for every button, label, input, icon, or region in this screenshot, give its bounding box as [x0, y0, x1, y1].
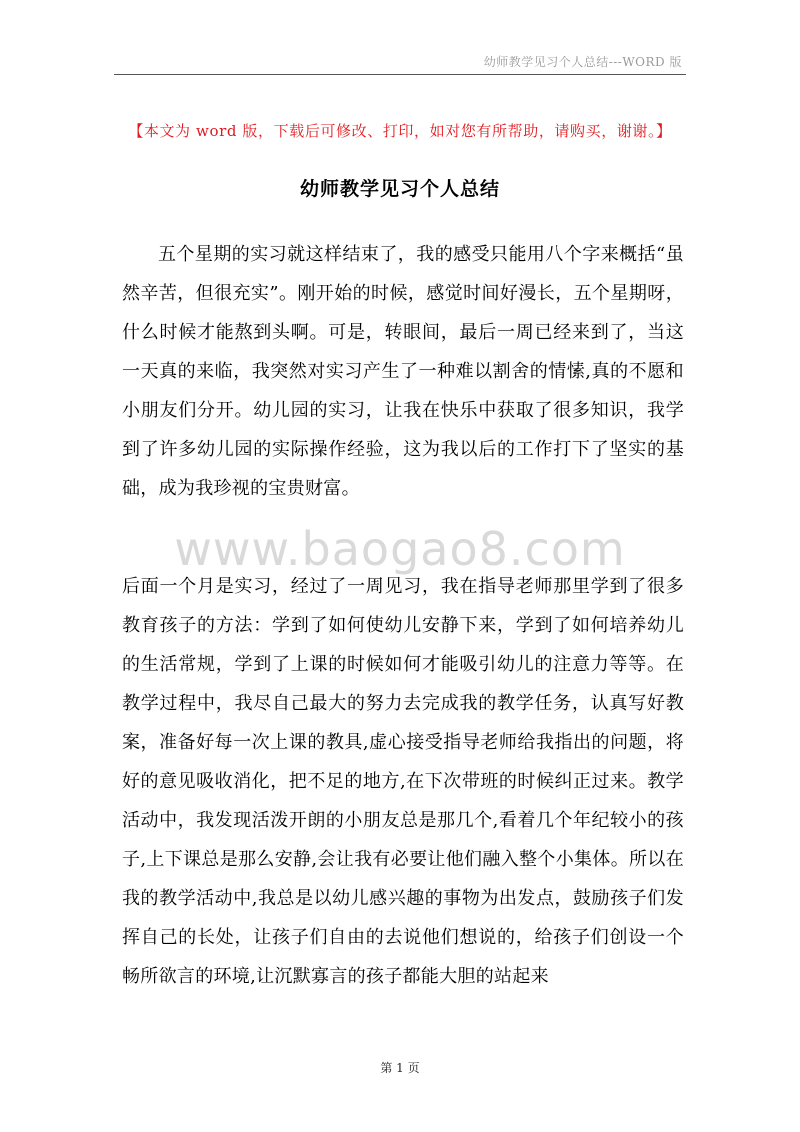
- word-version-notice: 【本文为 word 版，下载后可修改、打印，如对您有所帮助，请购买，谢谢。】: [128, 122, 672, 140]
- body-paragraph-1: 五个星期的实习就这样结束了，我的感受只能用八个字来概括“虽然辛苦，但很充实”。刚开始的时候，感觉时间好漫长，五个星期呀，什么时候才能熬到头啊。可是，转眼间，最后一周已经来到了，当这一天真的来临，我突然对实习产生了一种难以割舍的情愫,真的不愿和小朋友们分开。幼儿园的实习，让我在快乐中获取了很多知识，我学到了许多幼儿园的实际操作经验，这为我以后的工作打下了坚实的基础，成为我珍视的宝贵财富。: [122, 244, 684, 499]
- running-header: 幼师教学见习个人总结---WORD 版: [483, 55, 682, 69]
- body-paragraph-2: 后面一个月是实习，经过了一周见习，我在指导老师那里学到了很多教育孩子的方法：学到了如何使幼儿安静下来，学到了如何培养幼儿的生活常规，学到了上课的时候如何才能吸引幼儿的注意力等等。在教学过程中，我尽自己最大的努力去完成我的教学任务，认真写好教案，准备好每一次上课的教具,虚心接受指导老师给我指出的问题，将好的意见吸收消化，把不足的地方,在下次带班的时候纠正过来。教学活动中，我发现活泼开朗的小朋友总是那几个,看着几个年纪较小的孩子,上下课总是那么安静,会让我有必要让他们融入整个小集体。所以在我的教学活动中,我总是以幼儿感兴趣的事物为出发点，鼓励孩子们发挥自己的长处，让孩子们自由的去说他们想说的，给孩子们创设一个畅所欲言的环境,让沉默寡言的孩子都能大胆的站起来: [122, 576, 684, 987]
- header-divider: [114, 74, 686, 75]
- document-title: 幼师教学见习个人总结: [299, 178, 500, 200]
- page-number: 第 1 页: [380, 1061, 420, 1075]
- site-watermark: www.baogao8.com: [174, 522, 626, 576]
